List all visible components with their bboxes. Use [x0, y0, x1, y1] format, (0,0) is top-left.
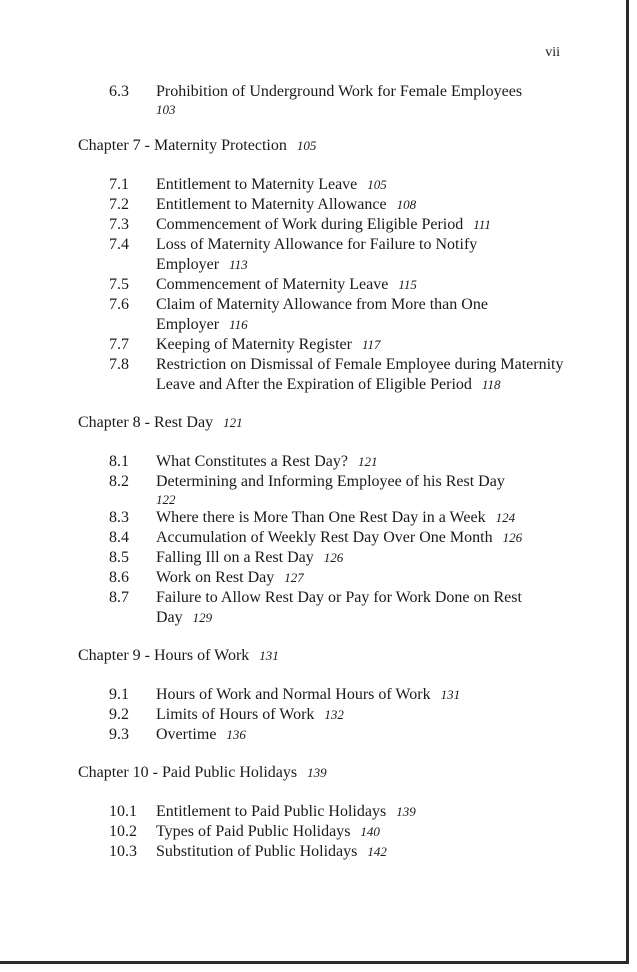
- entry-title: Determining and Informing Employee of his Rest Day 122: [156, 472, 568, 508]
- entry-number: 10.1: [109, 803, 137, 820]
- entry-page: 127: [284, 570, 304, 585]
- entry-number: 7.3: [109, 216, 129, 233]
- toc-entry: [78, 195, 568, 215]
- entry-number: 8.4: [109, 529, 129, 546]
- entry-title: Claim of Maternity Allowance from More than One Employer 116: [156, 296, 488, 333]
- entry-page: 116: [229, 317, 248, 332]
- toc-entry: [78, 568, 568, 588]
- entry-page: 129: [192, 610, 213, 625]
- chapter-heading-10: Chapter 10 - Paid Public Holidays 139: [78, 764, 327, 781]
- entry-page: 132: [324, 707, 344, 722]
- entry-title: Loss of Maternity Allowance for Failure to Notify Employer 113: [156, 236, 478, 273]
- entry-page: 142: [367, 844, 387, 859]
- entry-title: Entitlement to Maternity Leave 105: [156, 176, 387, 193]
- entry-number: 9.3: [109, 726, 129, 743]
- entry-number: 10.2: [109, 823, 137, 840]
- chapter-10-entries: [78, 802, 568, 862]
- chapter-heading-8: Chapter 8 - Rest Day 121: [78, 414, 243, 431]
- entry-page: 115: [398, 277, 417, 292]
- entry-page: 108: [396, 197, 417, 212]
- entry-title: What Constitutes a Rest Day? 121: [156, 453, 378, 470]
- chapter-heading-9: Chapter 9 - Hours of Work 131: [78, 647, 279, 664]
- chapter-8-entries: [78, 452, 568, 628]
- entry-title: Types of Paid Public Holidays 140: [156, 823, 380, 840]
- entry-page: 118: [481, 377, 501, 392]
- toc-entry: [78, 842, 568, 862]
- entry-title: Hours of Work and Normal Hours of Work 131: [156, 686, 461, 703]
- toc-entry: [78, 548, 568, 568]
- entry-page: 126: [502, 530, 523, 545]
- chapter-page: 139: [307, 765, 327, 780]
- entry-page: 124: [495, 510, 516, 525]
- entry-page: 131: [440, 687, 461, 702]
- entry-number: 7.1: [109, 176, 129, 193]
- table-of-contents: [78, 82, 568, 862]
- toc-entry: [78, 275, 568, 295]
- toc-entry: [78, 235, 568, 275]
- entry-number: 9.2: [109, 706, 129, 723]
- chapter-9-entries: [78, 685, 568, 745]
- toc-entry: [78, 725, 568, 745]
- toc-entry: [78, 528, 568, 548]
- entry-page: 103: [156, 102, 176, 117]
- entry-title: Commencement of Maternity Leave 115: [156, 276, 417, 293]
- entry-number: 7.6: [109, 296, 129, 313]
- entry-number: 8.5: [109, 549, 129, 566]
- entry-title: Accumulation of Weekly Rest Day Over One Month 126: [156, 529, 523, 546]
- entry-title: Restriction on Dismissal of Female Employee during Maternity Leave and After the Expiration of Eligible Period 118: [156, 356, 564, 393]
- entry-number: 10.3: [109, 843, 137, 860]
- toc-entry: [78, 335, 568, 355]
- entry-number: 7.4: [109, 236, 129, 253]
- entry-page: 139: [396, 804, 416, 819]
- entry-page: 121: [357, 454, 378, 469]
- entry-title: Entitlement to Maternity Allowance 108: [156, 196, 417, 213]
- entry-title: Overtime 136: [156, 726, 246, 743]
- entry-page: 117: [361, 337, 381, 352]
- entry-number: 8.2: [109, 473, 129, 490]
- toc-entry: [78, 215, 568, 235]
- entry-title: Commencement of Work during Eligible Period 111: [156, 216, 491, 233]
- entry-title: Prohibition of Underground Work for Female Employees 103: [156, 82, 568, 118]
- toc-entry: [78, 355, 568, 395]
- entry-number: 7.8: [109, 356, 129, 373]
- entry-page: 140: [360, 824, 380, 839]
- toc-entry: [78, 822, 568, 842]
- entry-number: 7.2: [109, 196, 129, 213]
- entry-number: 9.1: [109, 686, 129, 703]
- toc-entry: [78, 295, 568, 335]
- entry-number: 7.7: [109, 336, 129, 353]
- entry-title: Substitution of Public Holidays 142: [156, 843, 387, 860]
- toc-entry: [78, 685, 568, 705]
- entry-number: 6.3: [109, 83, 129, 100]
- entry-title: Falling Ill on a Rest Day 126: [156, 549, 344, 566]
- toc-entry: [78, 452, 568, 472]
- entry-title: Entitlement to Paid Public Holidays 139: [156, 803, 416, 820]
- chapter-page: 105: [296, 138, 317, 153]
- entry-title: Keeping of Maternity Register 117: [156, 336, 381, 353]
- entry-page: 105: [367, 177, 387, 192]
- page-number: vii: [545, 45, 560, 60]
- entry-number: 7.5: [109, 276, 129, 293]
- toc-entry: [78, 588, 568, 628]
- toc-entry: [78, 508, 568, 528]
- entry-page: 113: [229, 257, 248, 272]
- entry-title: Work on Rest Day 127: [156, 569, 304, 586]
- entry-title: Limits of Hours of Work 132: [156, 706, 344, 723]
- toc-entry-6-3: [78, 82, 568, 118]
- chapter-7-entries: [78, 175, 568, 395]
- entry-number: 8.7: [109, 589, 129, 606]
- toc-entry: [78, 705, 568, 725]
- entry-page: 126: [323, 550, 344, 565]
- toc-entry: [78, 175, 568, 195]
- toc-entry: [78, 802, 568, 822]
- entry-title: Where there is More Than One Rest Day in a Week 124: [156, 509, 516, 526]
- toc-entry: [78, 472, 568, 508]
- chapter-heading-7: Chapter 7 - Maternity Protection 105: [78, 137, 317, 154]
- entry-title: Failure to Allow Rest Day or Pay for Work Done on Rest Day 129: [156, 589, 522, 626]
- entry-number: 8.6: [109, 569, 129, 586]
- entry-number: 8.3: [109, 509, 129, 526]
- chapter-page: 121: [223, 415, 243, 430]
- entry-page: 111: [473, 217, 491, 232]
- entry-number: 8.1: [109, 453, 129, 470]
- chapter-page: 131: [259, 648, 279, 663]
- entry-page: 122: [156, 492, 176, 507]
- entry-page: 136: [226, 727, 246, 742]
